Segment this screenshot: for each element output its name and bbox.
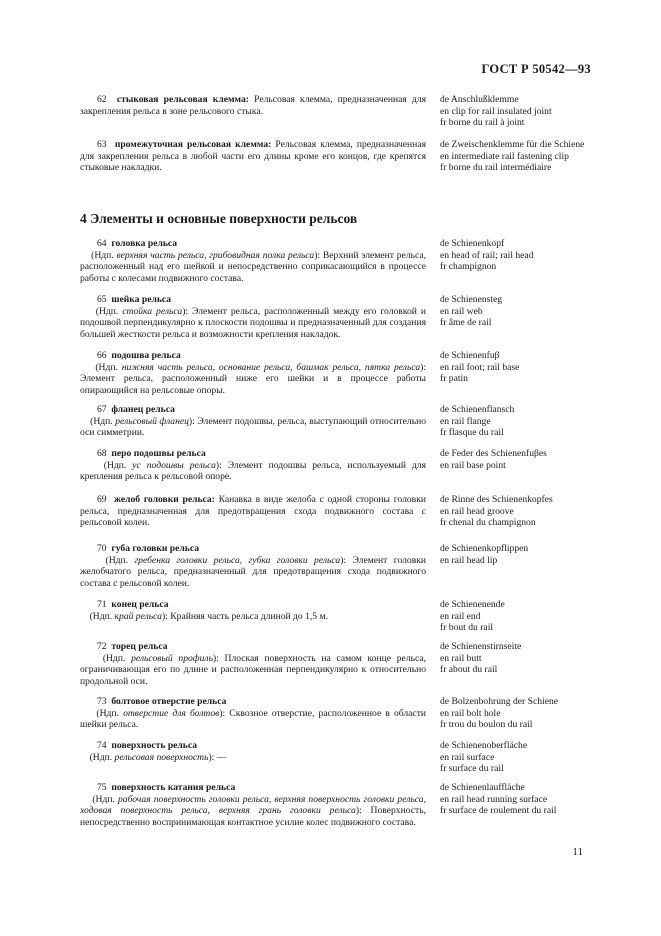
term-definition [80,599,426,622]
term-definition [80,543,426,589]
deprecated-synonyms: край рельса [114,610,162,622]
term-definition [80,641,426,687]
term-number: 63 [97,139,107,150]
german-term: de Rinne des Schienenkopfes [440,494,553,505]
definition-text: Элемент подошвы, рельса, выступающий относительно оси симметрии. [80,415,427,439]
ndp-prefix: (Ндп. [95,305,123,317]
german-term: de Schienenlauffläche [440,782,525,793]
deprecated-synonyms: рабочая поверхность головки рельса, верхняя поверхность головки рельса, ходовая поверхность рельса, верхняя грань головки рельса [80,793,427,817]
section-heading: 4 Элементы и основные поверхности рельсов [80,211,358,226]
term-definition [80,740,426,763]
term-name: губа головки рельса [111,543,199,554]
ndp-suffix: ): [212,652,219,664]
german-term: de Schienensteg [440,294,503,305]
ndp-suffix: ): [219,707,226,719]
english-term: en rail head groove [440,505,514,517]
english-term: en rail bolt hole [440,707,501,719]
english-term: en rail flange [440,415,491,427]
foreign-equivalents [440,740,590,775]
german-term: de Schienenende [440,599,505,610]
deprecated-synonyms: отверстие для болтов [123,707,220,719]
term-name: стыковая рельсовая клемма: [116,94,249,105]
term-number: 70 [97,543,107,554]
foreign-equivalents [440,599,590,634]
foreign-equivalents [440,350,590,385]
french-term: fr surface de roulement du rail [440,805,557,817]
definition-text: Плоская поверхность на самом конце рельса, ограничивающая его по длине и расположенная перпендикулярно к относительно продольной оси. [80,652,427,687]
term-name: торец рельса [111,641,168,652]
german-term: de Schienenstirnseite [440,641,522,652]
german-term: de Schienenflansch [440,404,515,415]
deprecated-synonyms: стойка рельса [122,305,183,317]
deprecated-synonyms: ус подошвы рельса [132,459,216,471]
german-term: de Schienenoberfläche [440,740,528,751]
ndp-suffix: ): [420,361,427,373]
term-definition [80,696,426,731]
french-term: fr borne du rail intermédiaire [440,162,552,174]
english-term: en rail head running surface [440,793,548,805]
definition-text: Канавка в виде желоба с одной стороны головки рельса, предназначенная для предотвращения схода подвижного состава с рельсовой колеи. [80,494,427,529]
term-number: 62 [97,94,107,105]
deprecated-synonyms: гребенка головки рельса, губка головки рельса [134,554,341,566]
term-name: конец рельса [111,599,169,610]
term-number: 71 [97,599,107,610]
definition-text: Элемент подошвы рельса, используемый для крепления рельса к рельсовой опоре. [80,459,426,483]
foreign-equivalents [440,782,590,817]
term-definition [80,404,426,439]
english-term: en rail surface [440,751,495,763]
term-name: промежуточная рельсовая клемма: [114,139,272,150]
term-number: 67 [97,404,107,415]
ndp-prefix: (Ндп. [102,652,132,664]
english-term: en rail base point [440,459,506,471]
term-number: 73 [97,696,107,707]
deprecated-synonyms: верхняя часть рельса, грибовидная полка рельса [116,249,315,261]
english-term: en intermediate rail fastening clip [440,150,569,162]
foreign-equivalents [440,696,590,731]
ndp-suffix: ): [208,751,215,763]
term-name: болтовое отверстие рельса [111,696,227,707]
english-term: en rail web [440,305,483,317]
foreign-equivalents [440,641,590,676]
definition-text: Элемент рельса, расположенный между его головкой и подошвой перпендикулярно к плоскости подошвы и предназначенный для создания большей жесткости рельса и возможности крепления накладок. [80,305,427,340]
ndp-prefix: (Ндп. [105,554,135,566]
term-definition [80,782,426,828]
term-name: перо подошвы рельса [111,448,206,459]
term-name: желоб головки рельса: [114,494,215,505]
foreign-equivalents [440,94,590,129]
french-term: fr patin [440,373,468,385]
term-number: 74 [97,740,107,751]
deprecated-synonyms: рельсовая поверхность [114,751,209,763]
french-term: fr champignon [440,261,497,273]
term-definition [80,350,426,396]
page-number: 11 [572,846,583,858]
definition-text: Сквозное отверстие, расположенное в области шейки рельса. [80,707,427,731]
ndp-suffix: ): [215,459,222,471]
french-term: fr about du rail [440,664,498,676]
document-header: ГОСТ Р 50542—93 [481,62,591,76]
ndp-prefix: (Ндп. [96,707,124,719]
term-definition [80,238,426,284]
foreign-equivalents [440,448,590,471]
french-term: fr borne du rail à joint [440,117,525,129]
ndp-suffix: ): [355,805,362,817]
term-number: 65 [97,294,107,305]
ndp-suffix: ): [182,305,189,317]
foreign-equivalents [440,238,590,273]
ndp-suffix: ): [340,554,347,566]
definition-text: Поверхность, непосредственно воспринимающая контактное усилие колес подвижного состава. [80,805,427,828]
french-term: fr chenal du champignon [440,517,536,529]
english-term: en head of rail; rail head [440,249,534,261]
ndp-prefix: (Ндп. [91,249,117,261]
ndp-prefix: (Ндп. [89,751,115,763]
german-term: de Schienenfuβ [440,350,500,361]
deprecated-synonyms: рельсовый фланец [115,415,189,427]
term-number: 69 [97,494,107,505]
ndp-suffix: ): [161,610,168,622]
french-term: fr flasque du rail [440,427,504,439]
term-number: 66 [97,350,107,361]
ndp-prefix: (Ндп. [103,459,133,471]
deprecated-synonyms: рельсовый профиль [131,652,213,664]
english-term: en rail foot; rail base [440,361,520,373]
definition-text: Рельсовая клемма, предназначенная для закрепления рельса в зоне рельсового стыка. [80,94,427,117]
term-definition [80,294,426,340]
definition-text: Верхний элемент рельса, расположенный над его шейкой и непосредственно соприкасающийся в процессе работы с колесами подвижного состава. [80,249,427,284]
term-name: головка рельса [111,238,178,249]
ndp-prefix: (Ндп. [90,415,116,427]
english-term: en rail head lip [440,554,498,566]
term-definition [80,448,426,483]
french-term: fr surface du rail [440,763,504,775]
german-term: de Feder des Schienenfuβes [440,448,547,459]
foreign-equivalents [440,543,590,566]
ndp-suffix: ): [314,249,321,261]
foreign-equivalents [440,294,590,329]
foreign-equivalents [440,404,590,439]
german-term: de Bolzenbohrung der Schiene [440,696,559,707]
german-term: de Schienenkopflippen [440,543,529,554]
term-number: 64 [97,238,107,249]
term-number: 68 [97,448,107,459]
definition-text: Элемент рельса, расположенный ниже его шейки и в процессе работы опирающийся на рельсовые опоры. [80,373,426,396]
english-term: en clip for rail insulated joint [440,105,552,117]
term-name: поверхность рельса [111,740,198,751]
english-term: en rail butt [440,652,482,664]
french-term: fr bout du rail [440,622,494,634]
german-term: de Schienenkopf [440,238,505,249]
term-number: 72 [97,641,107,652]
term-number: 75 [97,782,107,793]
german-term: de Anschlußklemme [440,94,519,105]
ndp-suffix: ): [188,415,195,427]
foreign-equivalents [440,139,590,174]
foreign-equivalents [440,494,590,529]
term-name: подошва рельса [111,350,181,361]
french-term: fr âme de rail [440,317,492,329]
english-term: en rail end [440,610,481,622]
french-term: fr trou du boulon du rail [440,719,533,731]
deprecated-synonyms: нижняя часть рельса, основание рельса, башмак рельса, пятка рельса [121,361,421,373]
term-definition [80,94,426,117]
definition-text: — [214,751,227,763]
definition-text: Рельсовая клемма, предназначенная для закрепления рельса в любой части его длины кроме его концов, где крепятся стыковые накладки. [80,139,426,174]
definition-text: Элемент головки желобчатого рельса, предназначенный для предотвращения схода подвижного состава с рельсовой колеи. [80,554,427,589]
ndp-prefix: (Ндп. [92,793,118,805]
term-definition [80,494,426,529]
ndp-prefix: (Ндп. [89,610,115,622]
german-term: de Zweischenklemme für die Schiene [440,139,585,150]
term-name: фланец рельса [111,404,175,415]
term-name: шейка рельса [111,294,172,305]
definition-text: Крайняя часть рельса длиной до 1,5 м. [167,610,328,622]
term-name: поверхность катания рельса [111,782,236,793]
ndp-prefix: (Ндп. [95,361,122,373]
term-definition [80,139,426,174]
